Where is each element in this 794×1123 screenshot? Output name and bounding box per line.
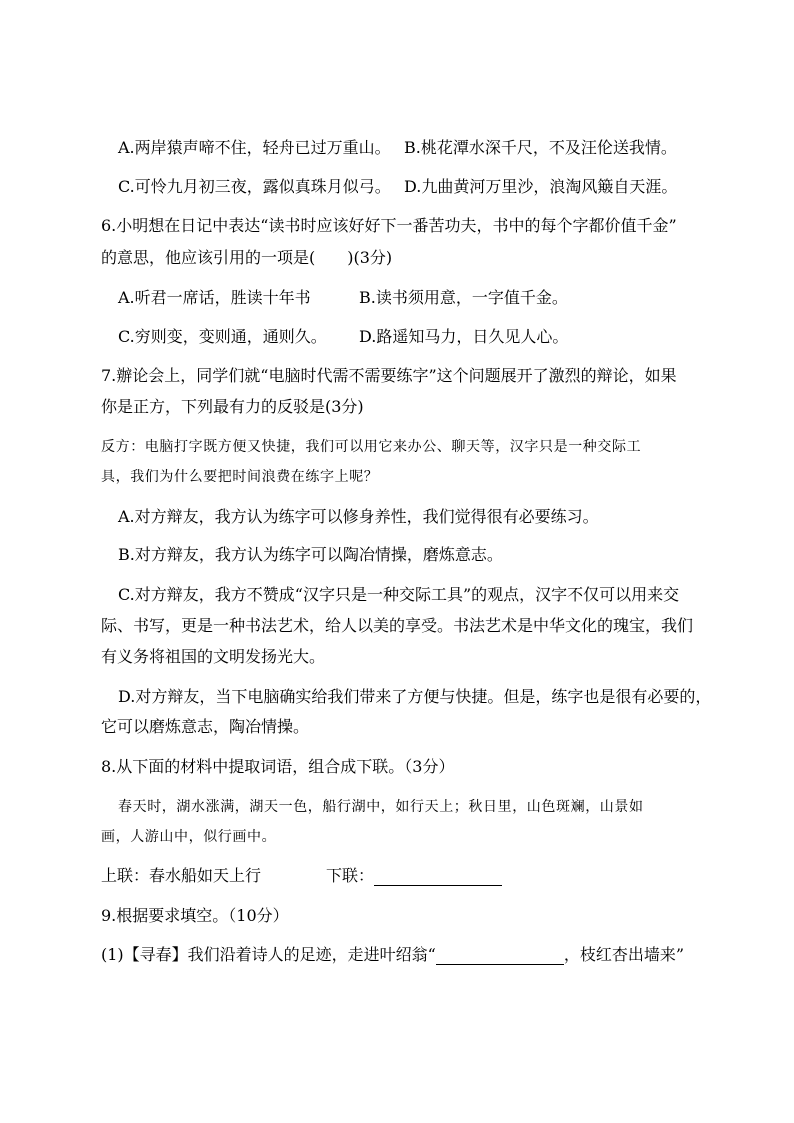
q9-sub1-prefix: (1)【寻春】我们沿着诗人的足迹，走进叶绍翁“ bbox=[101, 945, 436, 964]
q9-stem: 9.根据要求填空。（10分） bbox=[101, 906, 289, 925]
q6-option-a: A.听君一席话，胜读十年书 bbox=[118, 288, 311, 307]
q7-option-d-line2: 它可以磨炼意志，陶冶情操。 bbox=[101, 717, 310, 736]
q8-material-line1: 春天时，湖水涨满，湖天一色，船行湖中，如行天上；秋日里，山色斑斓，山景如 bbox=[118, 799, 644, 815]
q5-option-d: D.九曲黄河万里沙，浪淘风簸自天涯。 bbox=[404, 177, 678, 196]
q7-option-d-line1: D.对方辩友，当下电脑确实给我们带来了方便与快捷。但是，练字也是很有必要的， bbox=[118, 687, 712, 706]
q7-opponent-line1: 反方：电脑打字既方便又快捷，我们可以用它来办公、聊天等，汉字只是一种交际工 bbox=[101, 439, 642, 455]
q7-option-b: B.对方辩友，我方认为练字可以陶冶情操，磨炼意志。 bbox=[118, 545, 503, 564]
q5-option-c: C.可怜九月初三夜，露似真珠月似弓。 bbox=[118, 177, 391, 196]
q7-option-c-line1: C.对方辩友，我方不赞成“汉字只是一种交际工具”的观点，汉字不仅可以用来交 bbox=[118, 585, 680, 604]
q8-material-line2: 画，人游山中，似行画中。 bbox=[101, 829, 277, 845]
q5-option-a: A.两岸猿声啼不住，轻舟已过万重山。 bbox=[118, 138, 391, 157]
q7-option-c-line3: 有义务将祖国的文明发扬光大。 bbox=[101, 647, 326, 666]
q5-option-b: B.桃花潭水深千尺，不及汪伦送我情。 bbox=[404, 138, 677, 157]
q6-stem-line1: 6.小明想在日记中表达“读书时应该好好下一番苦功夫，书中的每个字都价值千金” bbox=[101, 216, 677, 235]
q6-option-d: D.路遥知马力，日久见人心。 bbox=[359, 327, 569, 346]
q6-option-b: B.读书须用意，一字值千金。 bbox=[359, 288, 568, 307]
q7-stem-line1: 7.辦论会上，同学们就“电脑时代需不需要练字”这个问题展开了激烈的辩论，如果 bbox=[101, 366, 677, 385]
q6-option-c: C.穷则变，变则通，通则久。 bbox=[118, 327, 327, 346]
q8-upper-couplet: 上联：春水船如天上行 bbox=[101, 866, 262, 885]
q7-option-a: A.对方辩友，我方认为练字可以修身养性，我们觉得很有必要练习。 bbox=[118, 507, 599, 526]
q8-lower-label: 下联： bbox=[326, 866, 375, 885]
q9-sub1-answer-blank[interactable] bbox=[436, 946, 564, 965]
q8-stem: 8.从下面的材料中提取词语，组合成下联。（3分） bbox=[101, 757, 455, 776]
q7-opponent-line2: 具，我们为什么要把时间浪费在练字上呢？ bbox=[101, 469, 379, 485]
q9-sub1 bbox=[101, 945, 684, 965]
q7-stem-line2: 你是正方，下列最有力的反驳是(3分) bbox=[101, 397, 364, 416]
q6-stem-line2: 的意思，他应该引用的一项是( )(3分) bbox=[101, 248, 393, 267]
q8-lower-couplet bbox=[326, 866, 502, 886]
q8-answer-blank[interactable] bbox=[374, 867, 502, 886]
q9-sub1-suffix: ，枝红杏出墙来” bbox=[563, 945, 685, 964]
q7-option-c-line2: 际、书写，更是一种书法艺术，给人以美的享受。书法艺术是中华文化的瑰宝，我们 bbox=[101, 616, 694, 635]
